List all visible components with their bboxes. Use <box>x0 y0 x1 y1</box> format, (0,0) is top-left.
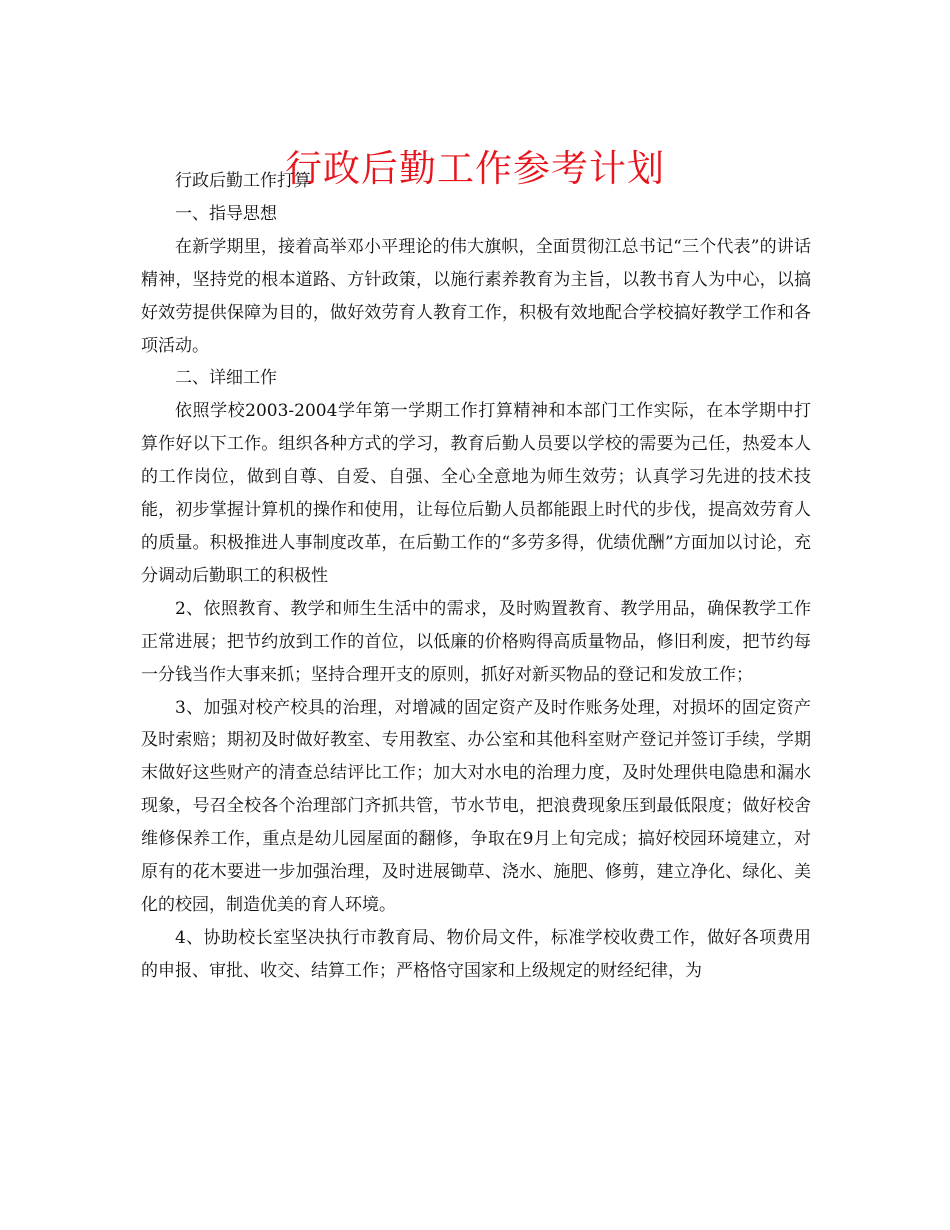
section-heading-detailed-work: 二、详细工作 <box>175 368 277 389</box>
paragraph-work-item-3: 3、加强对校产校具的治理，对增减的固定资产及时作账务处理，对损坏的固定资产及时索赔；期初及时做好教室、专用教室、办公室和其他科室财产登记并签订手续，学期末做好这些财产的清查总结评比工作；加大对水电的治理力度，及时处理供电隐患和漏水现象，号召全校各个治理部门齐抓共管，节水节电，把浪费现象压到最低限度；做好校舍维修保养工作，重点是幼儿园屋面的翻修，争取在9月上旬完成；搞好校园环境建立，对原有的花木要进一步加强治理，及时进展锄草、浇水、施肥、修剪，建立净化、绿化、美化的校园，制造优美的育人环境。 <box>141 697 811 915</box>
section-heading-guiding-thought: 一、指导思想 <box>175 203 277 224</box>
paragraph-work-item-2: 2、依照教育、教学和师生生活中的需求，及时购置教育、教学用品，确保教学工作正常进展；把节约放到工作的首位，以低廉的价格购得高质量物品，修旧利废，把节约每一分钱当作大事来抓；坚持合理开支的原则，抓好对新买物品的登记和发放工作； <box>141 598 811 685</box>
document-title: 行政后勤工作参考计划 <box>285 146 665 190</box>
paragraph-guiding-thought: 在新学期里，接着高举邓小平理论的伟大旗帜，全面贯彻江总书记“三个代表”的讲话精神，坚持党的根本道路、方针政策，以施行素养教育为主旨，以教书育人为中心，以搞好效劳提供保障为目的，做好效劳育人教育工作，积极有效地配合学校搞好教学工作和各项活动。 <box>141 236 811 356</box>
document-body <box>141 165 811 988</box>
paragraph-work-item-4: 4、协助校长室坚决执行市教育局、物价局文件，标准学校收费工作，做好各项费用的申报、审批、收交、结算工作；严格恪守国家和上级规定的财经纪律，为 <box>141 927 811 981</box>
paragraph-subtitle: 行政后勤工作打算 <box>175 171 311 191</box>
paragraph-work-item-1: 依照学校2003-2004学年第一学期工作打算精神和本部门工作实际，在本学期中打算作好以下工作。组织各种方式的学习，教育后勤人员要以学校的需要为己任，热爱本人的工作岗位，做到自尊、自爱、自强、全心全意地为师生效劳；认真学习先进的技术技能，初步掌握计算机的操作和使用，让每位后勤人员都能跟上时代的步伐，提高效劳育人的质量。积极推进人事制度改革，在后勤工作的“多劳多得，优绩优酬”方面加以讨论，充分调动后勤职工的积极性 <box>141 401 811 586</box>
